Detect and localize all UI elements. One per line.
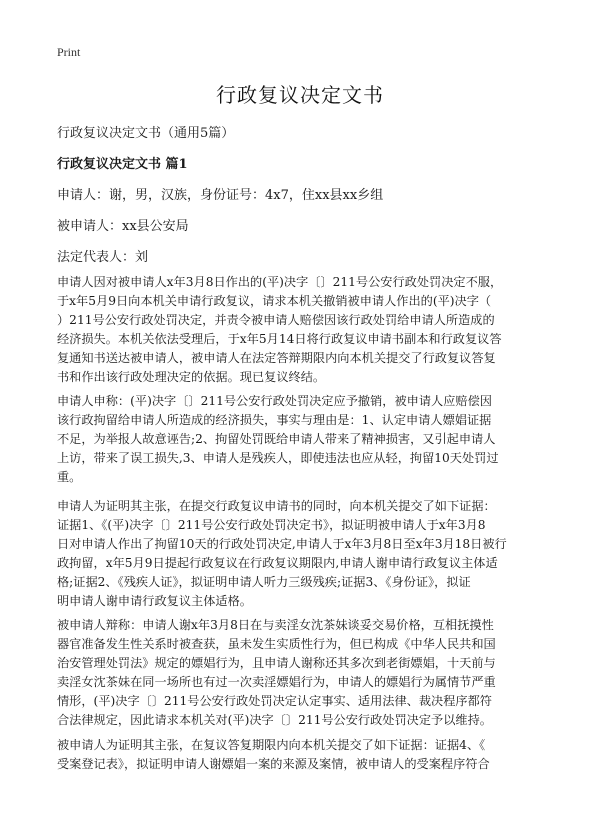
paragraph-line: 证据1、《(平)决字〔〕211号公安行政处罚决定书》，拟证明被申请人于x年3月8 [57,518,486,533]
document-subtitle: 行政复议决定文书（通用5篇） [57,126,235,141]
paragraph-line: ）211号公安行政处罚决定，并责令被申请人赔偿因该行政处罚给申请人所造成的 [57,313,495,328]
respondent-info: 被申请人：xx县公安局 [57,219,189,234]
paragraph-line: 日对申请人作出了拘留10天的行政处罚决定,申请人于x年3月8日至x年3月18日被行 [57,537,507,552]
paragraph-line: 格;证据2、《残疾人证》，拟证明申请人听力三级残疾;证据3、《身份证》，拟证 [57,575,471,590]
paragraph-line: 治安管理处罚法》规定的嫖娼行为，且申请人谢称还其多次到老街嫖娼，十天前与 [57,656,496,671]
paragraph-line: 申请人因对被申请人x年3月8日作出的(平)决字〔〕211号公安行政处罚决定不服， [57,275,503,289]
paragraph-line: 申请人为证明其主张，在提交行政复议申请书的同时，向本机关提交了如下证据： [57,499,496,513]
paragraph-line: 卖淫女沈茶妹在同一场所也有过一次卖淫嫖娼行为，申请人的嫖娼行为属情节严重 [57,675,496,690]
paragraph-respondent-defense [57,616,549,731]
paragraph-line: 政拘留，x年5月9日提起行政复议在行政复议期限内,申请人谢申请行政复议主体适 [57,556,498,571]
paragraph-line: 被申请人辩称：申请人谢x年3月8日在与卖淫女沈茶妹谈妥交易价格，互相抚摸性 [57,618,494,632]
paragraph-line: 重。 [57,470,82,485]
paragraph-line: 明申请人谢申请行政复议主体适格。 [57,594,252,609]
section-heading: 行政复议决定文书 篇1 [57,157,188,172]
paragraph-line: 受案登记表》，拟证明申请人谢嫖娼一案的来源及案情，被申请人的受案程序符合 [57,757,490,772]
paragraph-respondent-evidence [57,736,549,774]
applicant-info: 申请人：谢，男，汉族，身份证号：4x7，住xx县xx乡组 [57,188,384,203]
paragraph-line: 经济损失。本机关依法受理后，于x年5月14日将行政复议申请书副本和行政复议答 [57,332,502,347]
paragraph-applicant-evidence [57,497,549,612]
paragraph-line: 合法律规定，因此请求本机关对(平)决字〔〕211号公安行政处罚决定予以维持。 [57,713,492,728]
paragraph-line: 不足，为举报人故意诬告;2、拘留处罚既给申请人带来了精神损害，又引起申请人 [57,432,496,447]
paragraph-applicant-claims [57,392,549,487]
paragraph-line: 于x年5月9日向本机关申请行政复议，请求本机关撤销被申请人作出的(平)决字（ [57,294,492,309]
paragraph-line: 情形，(平)决字〔〕211号公安行政处罚决定认定事实、适用法律、裁决程序都符 [57,694,492,709]
legal-representative: 法定代表人：刘 [57,250,149,265]
paragraph-line: 上访，带来了误工损失,3、申请人是残疾人，即使违法也应从轻，拘留10天处罚过 [57,451,499,466]
paragraph-line: 该行政拘留给申请人所造成的经济损失，事实与理由是：1、认定申请人嫖娼证据 [57,413,492,428]
print-link[interactable]: Print [57,45,81,59]
paragraph-line: 书和作出该行政处理决定的依据。现已复议终结。 [57,370,326,385]
paragraph-case-background [57,273,549,388]
paragraph-line: 器官准备发生性关系时被查获，虽未发生实质性行为，但已构成《中华人民共和国 [57,637,496,652]
paragraph-line: 复通知书送达被申请人，被申请人在法定答辩期限内向本机关提交了行政复议答复 [57,351,496,366]
paragraph-line: 被申请人为证明其主张，在复议答复期限内向本机关提交了如下证据：证据4、《 [57,738,486,752]
paragraph-line: 申请人申称：(平)决字〔〕211号公安行政处罚决定应予撤销，被申请人应赔偿因 [57,394,492,408]
document-title: 行政复议决定文书 [216,83,384,107]
